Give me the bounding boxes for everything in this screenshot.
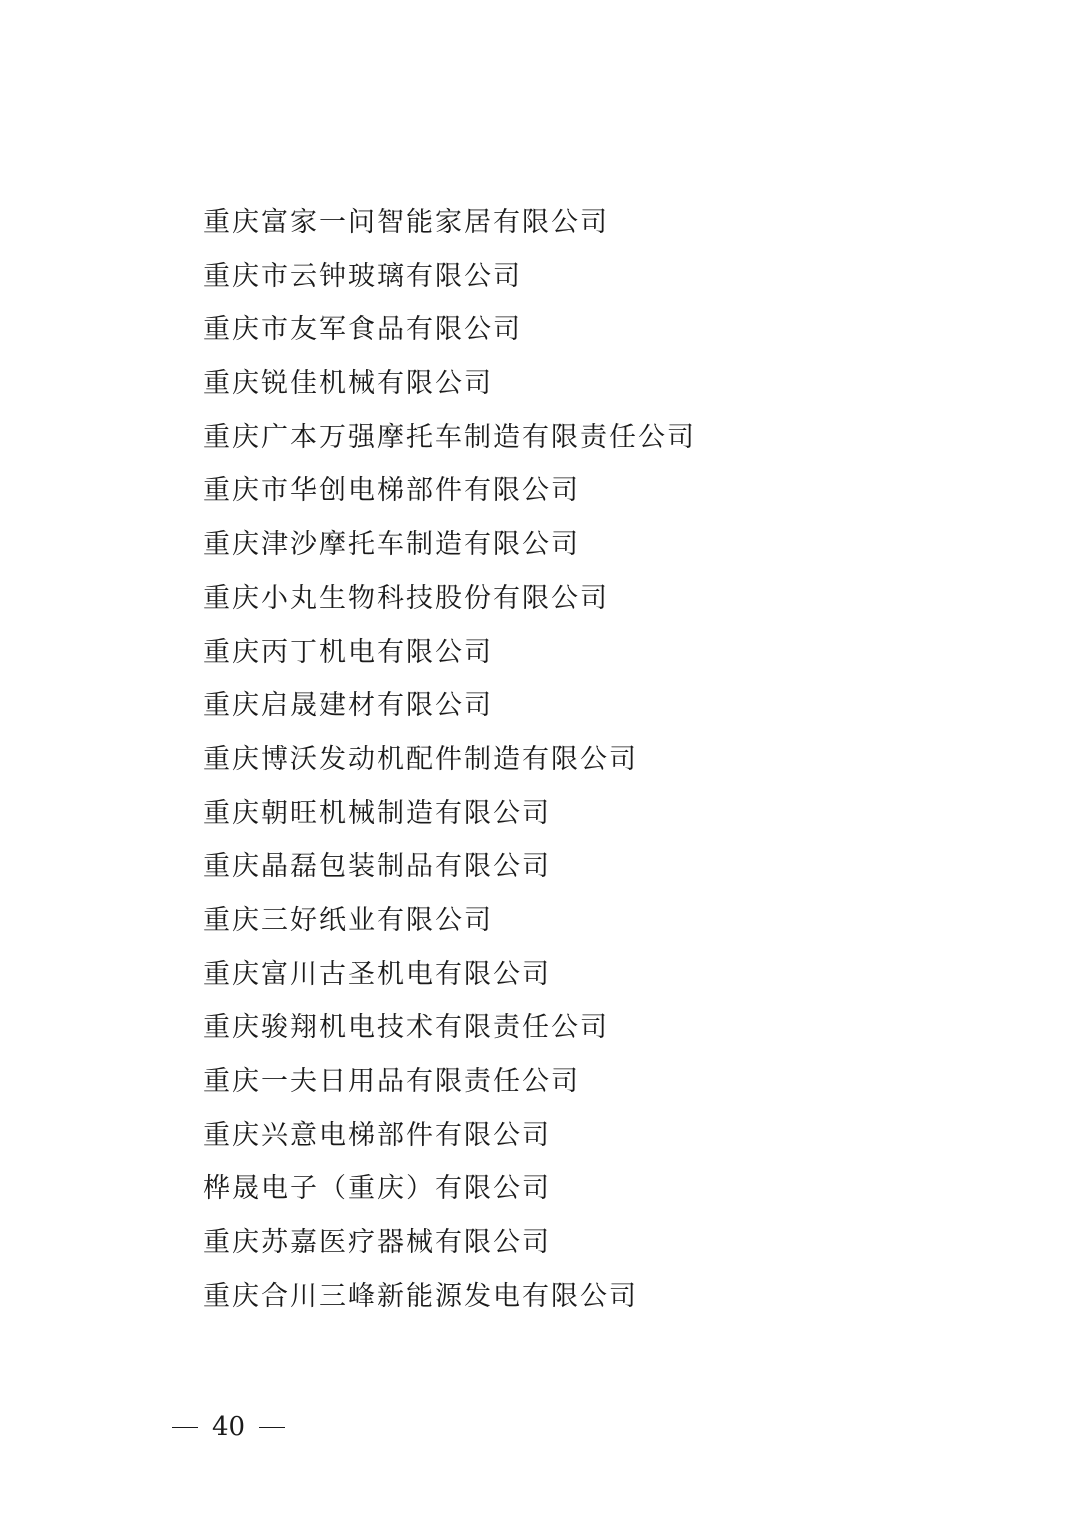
company-item: 重庆兴意电梯部件有限公司	[203, 1119, 551, 1151]
company-item: 重庆富家一问智能家居有限公司	[203, 207, 609, 238]
company-item: 重庆小丸生物科技股份有限公司	[203, 582, 609, 614]
company-item: 重庆锐佳机械有限公司	[203, 368, 493, 400]
company-item: 重庆市友军食品有限公司	[203, 314, 522, 346]
company-item: 重庆津沙摩托车制造有限公司	[203, 529, 580, 561]
company-list	[203, 196, 696, 1323]
left-dash	[172, 1427, 198, 1428]
company-item: 重庆朝旺机械制造有限公司	[203, 797, 551, 829]
company-item: 重庆丙丁机电有限公司	[203, 636, 493, 668]
company-item: 重庆市华创电梯部件有限公司	[203, 475, 580, 507]
company-item: 重庆启晟建材有限公司	[203, 690, 493, 722]
company-item: 重庆一夫日用品有限责任公司	[203, 1066, 580, 1097]
page-number-footer	[172, 1405, 285, 1449]
company-item: 重庆三好纸业有限公司	[203, 904, 493, 936]
company-item: 重庆富川古圣机电有限公司	[203, 958, 551, 990]
company-item: 重庆骏翔机电技术有限责任公司	[203, 1012, 609, 1044]
company-item: 重庆博沃发动机配件制造有限公司	[203, 743, 638, 775]
company-item: 重庆广本万强摩托车制造有限责任公司	[203, 421, 696, 453]
right-dash	[259, 1427, 285, 1428]
company-item: 重庆晶磊包装制品有限公司	[203, 851, 551, 883]
company-item: 重庆合川三峰新能源发电有限公司	[203, 1280, 638, 1312]
company-item: 重庆市云钟玻璃有限公司	[203, 260, 522, 292]
company-item: 重庆苏嘉医疗器械有限公司	[203, 1227, 551, 1259]
page-number: 40	[212, 1412, 246, 1442]
company-item: 桦晟电子（重庆）有限公司	[203, 1173, 551, 1205]
